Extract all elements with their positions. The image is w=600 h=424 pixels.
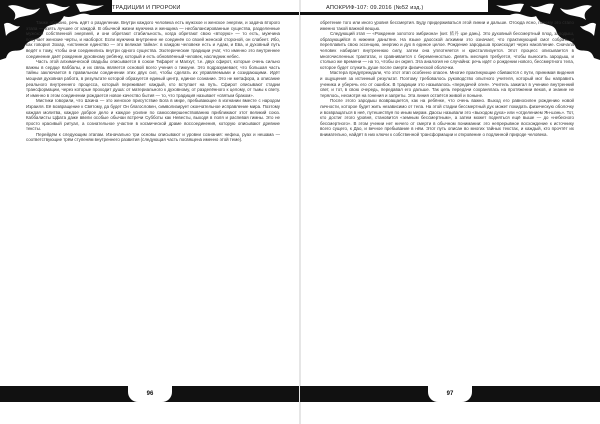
paragraph: Также образно, речь идёт о разделении. Внутри каждого человека есть мужское и женское энергии, и задача второго этапа — взять лучшее от каждой. В обычной жизни мужчина и женщина — несбалансированные существа, разделенные мужской собственной энергией, и они обретают стабильность, когда обретают свою «вторую» — то есть, мужчина получает женские черты, и наоборот. Если мужчина внутренне не соединён со своей женской стороной, он слабеет. Ибо, как говорил Зохар, «истинное единство — это великая тайна»: в каждом человеке есть и Адам, и Ева, и духовный путь ведёт к тому, чтобы они соединились внутри одного существа. Эзотерические традиции учат, что именно это внутреннее соединение даёт рождение духовному ребёнку, который и есть обновлённый человек, наследник небес. <box>26 20 280 59</box>
paragraph: Перейдём к следующим этапам. Изначально три основы описывают и уровни сознания: нефеш, руах и нешама — соответствующие трём ступеням внутреннего развития (следующая часть посвящена именно этой теме). <box>26 131 280 143</box>
running-header: ТРАДИЦИИ И ПРОРОКИ <box>112 5 181 11</box>
body-text <box>26 20 280 143</box>
header-bar <box>110 12 300 15</box>
header-bar <box>300 12 492 15</box>
right-page <box>300 0 600 424</box>
paragraph: После этого зародыш возвращается, как на ребёнке, что очень важно. Выход его равносилен рождению новой личности, которое будет жить независимо от тела. На этой стадии бессмертный дух может покидать физическую оболочку и возвращаться в неё, путешествуя по иным мирам. Даосы называли это «выходом духа» или «отделением Ян-шэнь». Тот, кто достиг этого уровня, становится «земным бессмертным», а затем может подняться ещё выше — до «небесного бессмертного». В этом учении нет ничего от смерти в обычном понимании: это непрерывное восхождение к источнику всего сущего, к Дао, и вечное пребывание в нём. Этот путь описан во многих тайных текстах, и каждый, кто прочтёт их внимательно, найдёт в них ключи к собственной трансформации и откровение о подлинной природе человека. <box>320 98 574 137</box>
running-header: АПОКРИФ-107: 09.2016 (№52 изд.) <box>326 5 424 11</box>
page-number: 96 <box>146 391 154 397</box>
paragraph: Мастера предупреждали, что этот этап особенно опасен. Многие практикующие сбиваются с пути, принимая видения и ощущения за истинный результат. Поэтому требовалось руководство опытного учителя, который мог бы направить ученика и уберечь его от ошибок. В традиции это называлось «передачей огня». Учитель зажигал в ученике внутренний свет, и тот, в свою очередь, передавал его дальше. Так цепь передачи сохранялась на протяжении веков, и знание не терялось, несмотря на гонения и запреты. Эта линия остаётся живой и поныне. <box>320 70 574 98</box>
paragraph: Часть этой алхимической свадьбы описывается в союзе Тифарет и Малхут, т.е. двух сфирот, которые очень сильно важны в сердце Каббалы, и их связь является основой всего учения о тиккуне. Это подразумевает, что большая часть тайны заключается в правильном соединении этих двух сил, чтобы сделать их управляемыми и созидающими. Идёт мощная духовная работа, в результате которой образуется единый центр, единое сознание. Это не метафора, а описание реального внутреннего процесса, который переживает каждый, кто вступает на путь. Сфирот описывают стадии трансформации, через которые проходит душа: от материального к духовному, от разделённого к целому, от тьмы к свету. И именно в этом соединении рождается новое качество бытия — то, что традиция называет «святым браком». <box>26 59 280 98</box>
paragraph: Мистики говорили, что Шхина — это женское присутствие Бога в мире, пребывающее в изгнании вместе с народом Израиля. Её возвращение к Святому, да будет Он благословен, символизирует окончательное исправление мира. Поэтому каждая молитва, каждое доброе дело и каждое усилие по самосовершенствованию приближают этот великий союз. Каббалисты Цфата даже ввели особые обычаи встречи Субботы как Невесты, выходя в поля и распевая гимны. Это не просто красивый ритуал, а сознательное участие в космической драме воссоединения, которую описывают древние тексты. <box>26 98 280 132</box>
page-number: 97 <box>446 391 454 397</box>
paragraph: обретение того или иного уровня бессмертия. Буду придерживаться этой линии и дальше. Отсюда ясно, почему это стало именно такой важной вещью. <box>320 20 574 31</box>
body-text <box>320 20 574 137</box>
paragraph: Следующий этап — «Рождение золотого эмбриона» (кит. 結丹 цзе дань). Это духовный бессмертный плод, зародыш, образующийся в нижнем даньтяне. На языке даосской алхимии это означает, что практикующий смог собрать и переплавить свою эссенцию, энергию и дух в единое целое. Рождение зародыша происходит через накопление. Сначала человек набирает внутреннюю силу, затем она уплотняется и кристаллизуется. Этот процесс описывается в многочисленных трактатах, и сравнивается с беременностью. Девять месяцев требуется, чтобы выносить зародыш, и столько же времени — на то, чтобы он окреп. Эта аналогия не случайна: речь идёт о рождении нового, бессмертного тела, которое будет служить душе после смерти физической оболочки. <box>320 31 574 70</box>
